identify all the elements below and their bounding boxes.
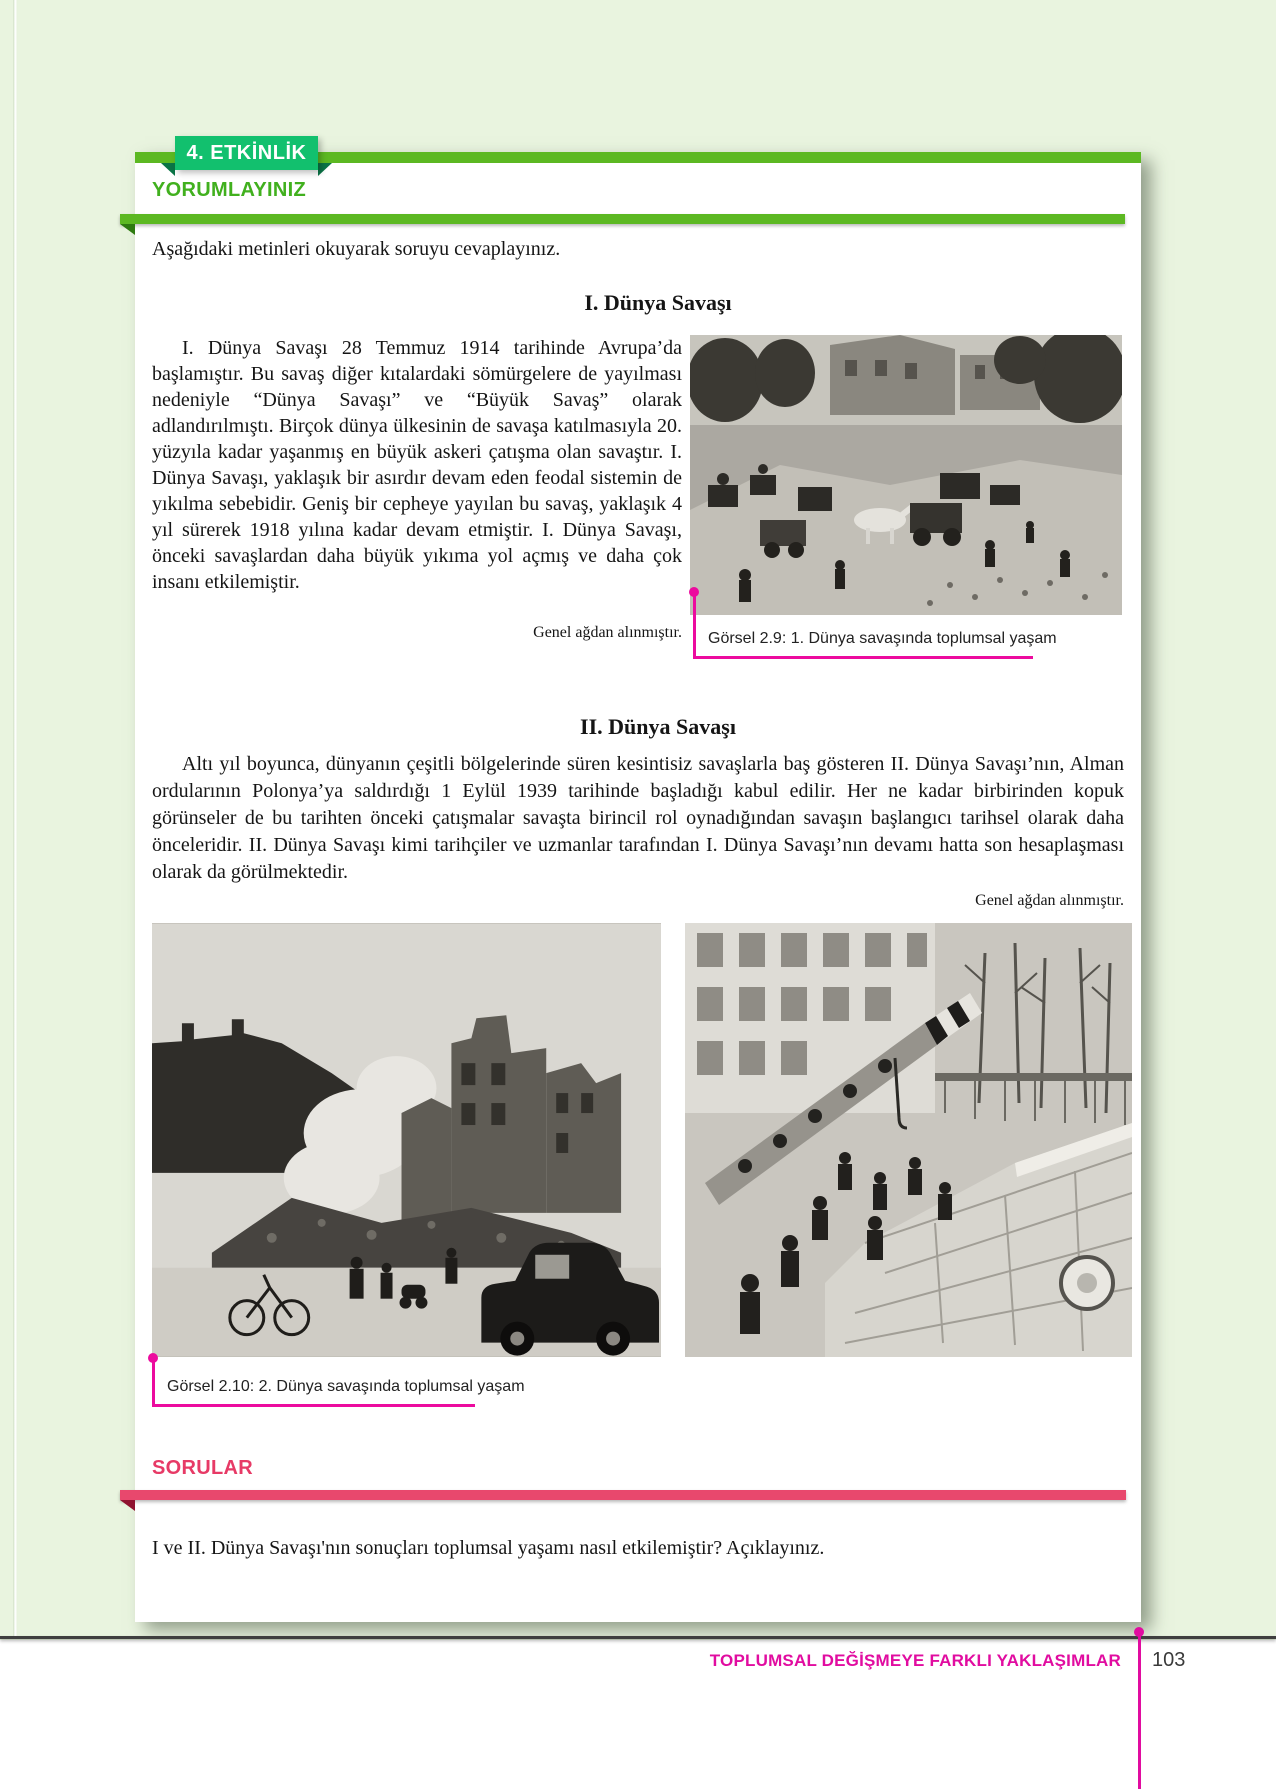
ww1-street-photo bbox=[690, 335, 1122, 615]
ww2-wall-construction-photo bbox=[685, 923, 1132, 1357]
badge-fold-right bbox=[318, 163, 332, 176]
badge-fold-left bbox=[161, 163, 175, 176]
activity-badge-label: 4. ETKİNLİK bbox=[186, 141, 307, 164]
questions-label: SORULAR bbox=[152, 1457, 253, 1479]
question-text: I ve II. Dünya Savaşı'nın sonuçları toplumsal yaşamı nasıl etkilemiştir? Açıklayınız. bbox=[152, 1537, 825, 1559]
activity-instruction: Aşağıdaki metinleri okuyarak soruyu cevaplayınız. bbox=[152, 238, 561, 260]
section-2-heading: II. Dünya Savaşı bbox=[580, 714, 736, 739]
ww2-bombed-street-photo-art bbox=[152, 923, 661, 1357]
footer-divider-dot bbox=[1134, 1627, 1144, 1637]
pink-divider-fold bbox=[120, 1500, 135, 1511]
section-1-source-note: Genel ağdan alınmıştır. bbox=[533, 624, 682, 641]
section-2-body: Altı yıl boyunca, dünyanın çeşitli bölgelerinde süren kesintisiz savaşlarla baş gösteren II. Dünya Savaşı’nın, Alman ordularının Polonya’ya saldırdığı 1 Eylül 1939 tarihinde başladığı kabul edilir. Her ne kadar birbirinden kopuk görünseler de bu tarihten önceki çatışmalar savaşta birincil rol oynadığından savaşın başlangıcı tarihsel olarak daha önceleridir. II. Dünya Savaşı kimi tarihçiler ve uzmanlar tarafından I. Dünya Savaşı’nın devamı hatta son hesaplaşması olarak da görülmektedir. bbox=[152, 753, 1124, 883]
pink-divider-bar bbox=[120, 1490, 1126, 1500]
page-fold-line bbox=[13, 0, 18, 1638]
footer-divider-line bbox=[1138, 1630, 1141, 1789]
activity-card bbox=[135, 141, 1141, 1622]
ww2-wall-construction-photo-art bbox=[685, 923, 1132, 1357]
ww2-bombed-street-photo bbox=[152, 923, 661, 1357]
green-divider-bar bbox=[120, 214, 1125, 224]
photo-caption-2-10: Görsel 2.10: 2. Dünya savaşında toplumsal yaşam bbox=[167, 1378, 525, 1395]
section-2-source-note: Genel ağdan alınmıştır. bbox=[975, 892, 1124, 909]
caption-marker-dot bbox=[148, 1353, 158, 1363]
footer-rule bbox=[0, 1636, 1276, 1639]
photo-caption-bracket-2-10 bbox=[152, 1358, 525, 1407]
section-1-body: I. Dünya Savaşı 28 Temmuz 1914 tarihinde Avrupa’da başlamıştır. Bu savaş diğer kıtalardaki sömürgelere de yayılması nedeniyle “Dünya Savaşı” ve “Büyük Savaş” olarak adlandırılmıştı. Birçok dünya ülkesinin de savaşa katılmasıyla 20. yüzyıla kadar yaşanmış en büyük askeri çatışma olan savaştır. I. Dünya Savaşı, yaklaşık bir asırdır devam eden feodal sistemin de yıkılma sebebidir. Geniş bir cepheye yayılan bu savaş, yaklaşık 4 yıl sürerek 1918 yılına kadar devam etmiştir. I. Dünya Savaşı, önceki savaşlardan daha büyük yıkıma yol açmış ve daha çok insanı etkilemiştir. bbox=[152, 337, 682, 593]
caption-marker-dot bbox=[689, 587, 699, 597]
photo-caption-bracket-2-9 bbox=[693, 592, 1057, 659]
activity-badge bbox=[175, 136, 318, 170]
ww1-street-photo-art bbox=[690, 335, 1122, 615]
footer-chapter-title: TOPLUMSAL DEĞİŞMEYE FARKLI YAKLAŞIMLAR bbox=[709, 1651, 1121, 1670]
page-number: 103 bbox=[1152, 1649, 1186, 1671]
green-divider-fold bbox=[120, 224, 135, 235]
section-1-heading: I. Dünya Savaşı bbox=[584, 290, 732, 315]
photo-caption-2-9: Görsel 2.9: 1. Dünya savaşında toplumsal yaşam bbox=[708, 630, 1057, 647]
interpret-label: YORUMLAYINIZ bbox=[152, 179, 306, 201]
